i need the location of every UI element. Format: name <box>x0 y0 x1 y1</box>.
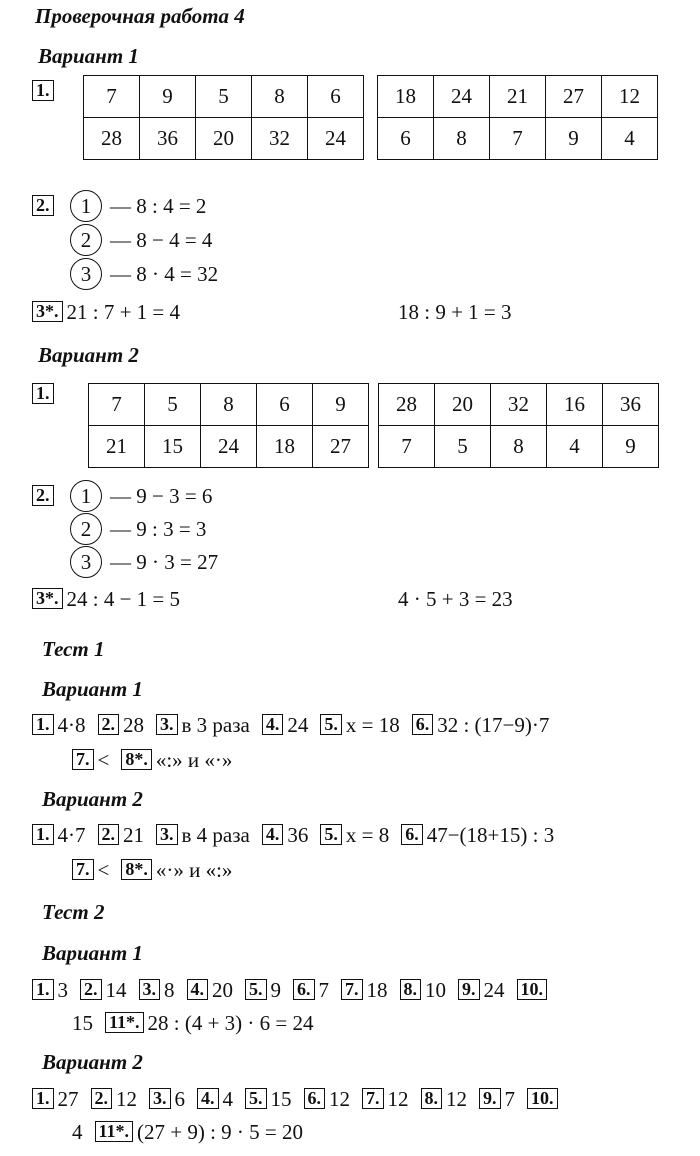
question-number: 8*. <box>121 859 152 880</box>
task-label: 2. <box>32 485 54 506</box>
question-number: 3. <box>156 714 178 735</box>
step-expression: — 8 − 4 = 4 <box>110 228 213 252</box>
answer-value: 24 <box>483 978 505 1002</box>
answer-value: 6 <box>174 1087 185 1111</box>
table-cell: 7 <box>84 76 140 118</box>
answer-value: 27 <box>57 1087 79 1111</box>
answer-value: «·» и «:» <box>155 858 233 882</box>
answer-line <box>72 858 244 883</box>
answer-line <box>72 748 244 773</box>
answer-value: 12 <box>329 1087 350 1111</box>
answer-value: 4 <box>222 1087 233 1111</box>
step-expression: — 8 : 4 = 2 <box>110 194 207 218</box>
question-number: 7. <box>362 1088 384 1109</box>
table-cell: 32 <box>491 384 547 426</box>
step-expression: — 9 · 3 = 27 <box>110 550 219 574</box>
question-number: 9. <box>458 979 480 1000</box>
answer-value: 32 : (17−9)·7 <box>437 713 550 737</box>
variant-heading: Вариант 2 <box>42 787 143 811</box>
page-title: Проверочная работа 4 <box>35 4 245 28</box>
task-label: 1. <box>32 383 54 404</box>
question-number: 5. <box>245 979 267 1000</box>
table-cell: 7 <box>379 426 435 468</box>
table-cell: 6 <box>257 384 313 426</box>
question-number: 6. <box>401 824 423 845</box>
table-cell: 36 <box>140 118 196 160</box>
question-number: 11*. <box>105 1012 144 1033</box>
answer-value: 18 <box>366 978 388 1002</box>
answer-value: 15 <box>270 1087 292 1111</box>
table-row <box>378 76 658 118</box>
answer-value: 4·8 <box>57 713 86 737</box>
table-cell: 8 <box>252 76 308 118</box>
answer-value: 8 <box>164 978 175 1002</box>
question-number: 1. <box>32 714 54 735</box>
answer-table <box>377 75 658 160</box>
answer-value: 12 <box>116 1087 137 1111</box>
table-cell: 24 <box>201 426 257 468</box>
question-number: 4. <box>262 824 284 845</box>
question-number: 8. <box>421 1088 443 1109</box>
table-cell: 9 <box>546 118 602 160</box>
answer-value: < <box>97 858 110 882</box>
answer-value: 9 <box>270 978 281 1002</box>
answer-table <box>88 383 369 468</box>
table-cell: 9 <box>603 426 659 468</box>
answer-value: 4 <box>72 1120 83 1144</box>
table-cell: 6 <box>308 76 364 118</box>
table-cell: 8 <box>201 384 257 426</box>
table-cell: 18 <box>257 426 313 468</box>
table-row <box>84 76 364 118</box>
answer-line <box>32 978 563 1003</box>
step-row <box>70 190 206 222</box>
table-row <box>89 384 369 426</box>
question-number: 8*. <box>121 749 152 770</box>
table-cell: 5 <box>196 76 252 118</box>
table-cell: 18 <box>378 76 434 118</box>
answer-value: 7 <box>318 978 329 1002</box>
question-number: 1. <box>32 824 54 845</box>
table-cell: 15 <box>145 426 201 468</box>
question-number: 6. <box>293 979 315 1000</box>
variant-heading: Вариант 1 <box>42 941 143 965</box>
question-number: 3. <box>156 824 178 845</box>
answer-value: (27 + 9) : 9 · 5 = 20 <box>137 1120 304 1144</box>
table-cell: 28 <box>379 384 435 426</box>
table-cell: 4 <box>602 118 658 160</box>
answer-value: 47−(18+15) : 3 <box>426 823 555 847</box>
step-row <box>70 258 218 290</box>
test-heading: Тест 2 <box>42 900 105 924</box>
table-cell: 4 <box>547 426 603 468</box>
answer-value: 14 <box>105 978 127 1002</box>
answer-table <box>378 383 659 468</box>
step-number-circle: 1 <box>70 190 102 222</box>
answer-value: 36 <box>287 823 309 847</box>
answer-value: в 3 раза <box>181 713 250 737</box>
step-row <box>70 546 218 578</box>
table-cell: 8 <box>434 118 490 160</box>
answer-value: x = 8 <box>345 823 390 847</box>
question-number: 8. <box>400 979 422 1000</box>
answer-value: 21 <box>123 823 144 847</box>
step-row <box>70 513 206 545</box>
question-number: 7. <box>72 859 94 880</box>
step-number-circle: 3 <box>70 258 102 290</box>
question-number: 4. <box>262 714 284 735</box>
task-label: 3*. <box>32 588 63 609</box>
test-heading: Тест 1 <box>42 637 105 661</box>
question-number: 2. <box>91 1088 113 1109</box>
table-cell: 21 <box>490 76 546 118</box>
question-number: 3. <box>149 1088 171 1109</box>
answer-value: 3 <box>57 978 68 1002</box>
answer-value: 10 <box>425 978 446 1002</box>
question-number: 6. <box>412 714 434 735</box>
answer-line <box>72 1011 326 1036</box>
answer-value: x = 18 <box>345 713 400 737</box>
expression: 21 : 7 + 1 = 4 <box>66 300 181 324</box>
variant-heading: Вариант 1 <box>38 44 139 68</box>
answer-line <box>32 713 561 738</box>
question-number: 4. <box>187 979 209 1000</box>
step-expression: — 8 · 4 = 32 <box>110 262 219 286</box>
table-row <box>379 426 659 468</box>
question-number: 2. <box>98 824 120 845</box>
question-number: 4. <box>197 1088 219 1109</box>
question-number: 7. <box>341 979 363 1000</box>
step-expression: — 9 : 3 = 3 <box>110 517 207 541</box>
step-row <box>70 480 212 512</box>
table-cell: 28 <box>84 118 140 160</box>
task-label: 3*. <box>32 301 63 322</box>
table-row <box>378 118 658 160</box>
expression: 18 : 9 + 1 = 3 <box>398 300 512 324</box>
question-number: 5. <box>320 714 342 735</box>
table-cell: 9 <box>313 384 369 426</box>
variant-heading: Вариант 1 <box>42 677 143 701</box>
step-number-circle: 2 <box>70 513 102 545</box>
answer-value: 28 <box>123 713 144 737</box>
question-number: 5. <box>245 1088 267 1109</box>
table-cell: 7 <box>89 384 145 426</box>
task3-row <box>32 587 180 612</box>
table-cell: 32 <box>252 118 308 160</box>
question-number: 9. <box>479 1088 501 1109</box>
step-expression: — 9 − 3 = 6 <box>110 484 213 508</box>
table-row <box>89 426 369 468</box>
answer-value: 4·7 <box>57 823 86 847</box>
answer-value: 7 <box>504 1087 515 1111</box>
question-number: 2. <box>80 979 102 1000</box>
table-cell: 12 <box>602 76 658 118</box>
answer-value: < <box>97 748 110 772</box>
answer-table <box>83 75 364 160</box>
step-number-circle: 1 <box>70 480 102 512</box>
step-number-circle: 3 <box>70 546 102 578</box>
step-number-circle: 2 <box>70 224 102 256</box>
table-cell: 20 <box>196 118 252 160</box>
table-row <box>84 118 364 160</box>
table-cell: 9 <box>140 76 196 118</box>
answer-value: 24 <box>287 713 309 737</box>
table-cell: 8 <box>491 426 547 468</box>
answer-line <box>72 1120 315 1145</box>
question-number: 11*. <box>95 1121 134 1142</box>
question-number: 6. <box>304 1088 326 1109</box>
task3-row <box>32 300 180 325</box>
table-cell: 5 <box>435 426 491 468</box>
question-number: 1. <box>32 979 54 1000</box>
question-number: 5. <box>320 824 342 845</box>
table-cell: 36 <box>603 384 659 426</box>
table-cell: 16 <box>547 384 603 426</box>
question-number: 7. <box>72 749 94 770</box>
table-cell: 5 <box>145 384 201 426</box>
expression: 24 : 4 − 1 = 5 <box>66 587 181 611</box>
step-row <box>70 224 212 256</box>
answer-value: 28 : (4 + 3) · 6 = 24 <box>147 1011 314 1035</box>
question-number: 2. <box>98 714 120 735</box>
answer-value: в 4 раза <box>181 823 250 847</box>
question-number: 3. <box>139 979 161 1000</box>
question-number: 10. <box>517 979 548 1000</box>
answer-value: 15 <box>72 1011 93 1035</box>
question-number: 1. <box>32 1088 54 1109</box>
table-cell: 20 <box>435 384 491 426</box>
answer-line <box>32 1087 574 1112</box>
table-cell: 21 <box>89 426 145 468</box>
table-cell: 24 <box>308 118 364 160</box>
table-cell: 24 <box>434 76 490 118</box>
table-cell: 27 <box>313 426 369 468</box>
answer-line <box>32 823 566 848</box>
table-row <box>379 384 659 426</box>
table-cell: 6 <box>378 118 434 160</box>
variant-heading: Вариант 2 <box>42 1050 143 1074</box>
task-label: 1. <box>32 80 54 101</box>
expression: 4 · 5 + 3 = 23 <box>398 587 513 611</box>
table-cell: 27 <box>546 76 602 118</box>
task-label: 2. <box>32 195 54 216</box>
table-cell: 7 <box>490 118 546 160</box>
answer-value: «:» и «·» <box>155 748 233 772</box>
question-number: 10. <box>527 1088 558 1109</box>
answer-value: 12 <box>387 1087 409 1111</box>
answer-value: 20 <box>212 978 233 1002</box>
variant-heading: Вариант 2 <box>38 343 139 367</box>
answer-value: 12 <box>446 1087 467 1111</box>
